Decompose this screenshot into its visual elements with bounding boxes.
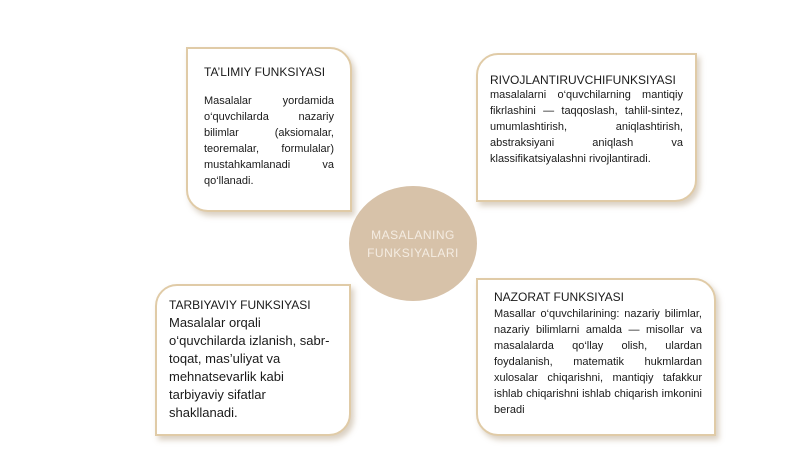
rivojlantiruvchi-card [476,53,697,202]
center-circle [349,186,477,301]
rivojlantiruvchi-title: RIVOJLANTIRUVCHIFUNKSIYASI [490,73,676,87]
nazorat-card [476,278,716,436]
nazorat-body: Masallar o‘quvchilarining: nazariy bilimlar, nazariy bilimlarni amalda — misollar va masalalarda qo‘llay olish, ulardan foydalanish, matematik hukmlardan xulosalar chiqarishni, mantiqiy tafakkur ishlab chiqarishni ishlab chiqarish imkonini beradi [494,308,702,416]
tarbiyaviy-title: TARBIYAVIY FUNKSIYASI [169,298,311,312]
talimiy-title: TA’LIMIY FUNKSIYASI [204,65,326,79]
talimiy-body: Masalalar yordamida o‘quvchilarda nazariy bilimlar (aksiomalar, teoremalar, formulalar) mustahkamlanadi va qo‘llanadi. [204,95,334,187]
center-label-line1: MASALANING [371,227,455,242]
tarbiyaviy-card [155,284,351,436]
center-label-line2: FUNKSIYALARI [367,245,459,260]
tarbiyaviy-body: Masalalar orqali o‘quvchilarda izlanish, sabr-toqat, mas’uliyat va mehnatsevarlik kabi tarbiyaviy sifatlar shakllanadi. [169,315,330,420]
rivojlantiruvchi-body: masalalarni o‘quvchilarning mantiqiy fikrlashini — taqqoslash, tahlil-sintez, umumlashtirish, aniqlashtirish, abstraksiyani aniqlash va klassifikatsiyalashni rivojlantiradi. [490,89,683,165]
talimiy-card [186,47,352,212]
nazorat-title: NAZORAT FUNKSIYASI [494,290,625,304]
